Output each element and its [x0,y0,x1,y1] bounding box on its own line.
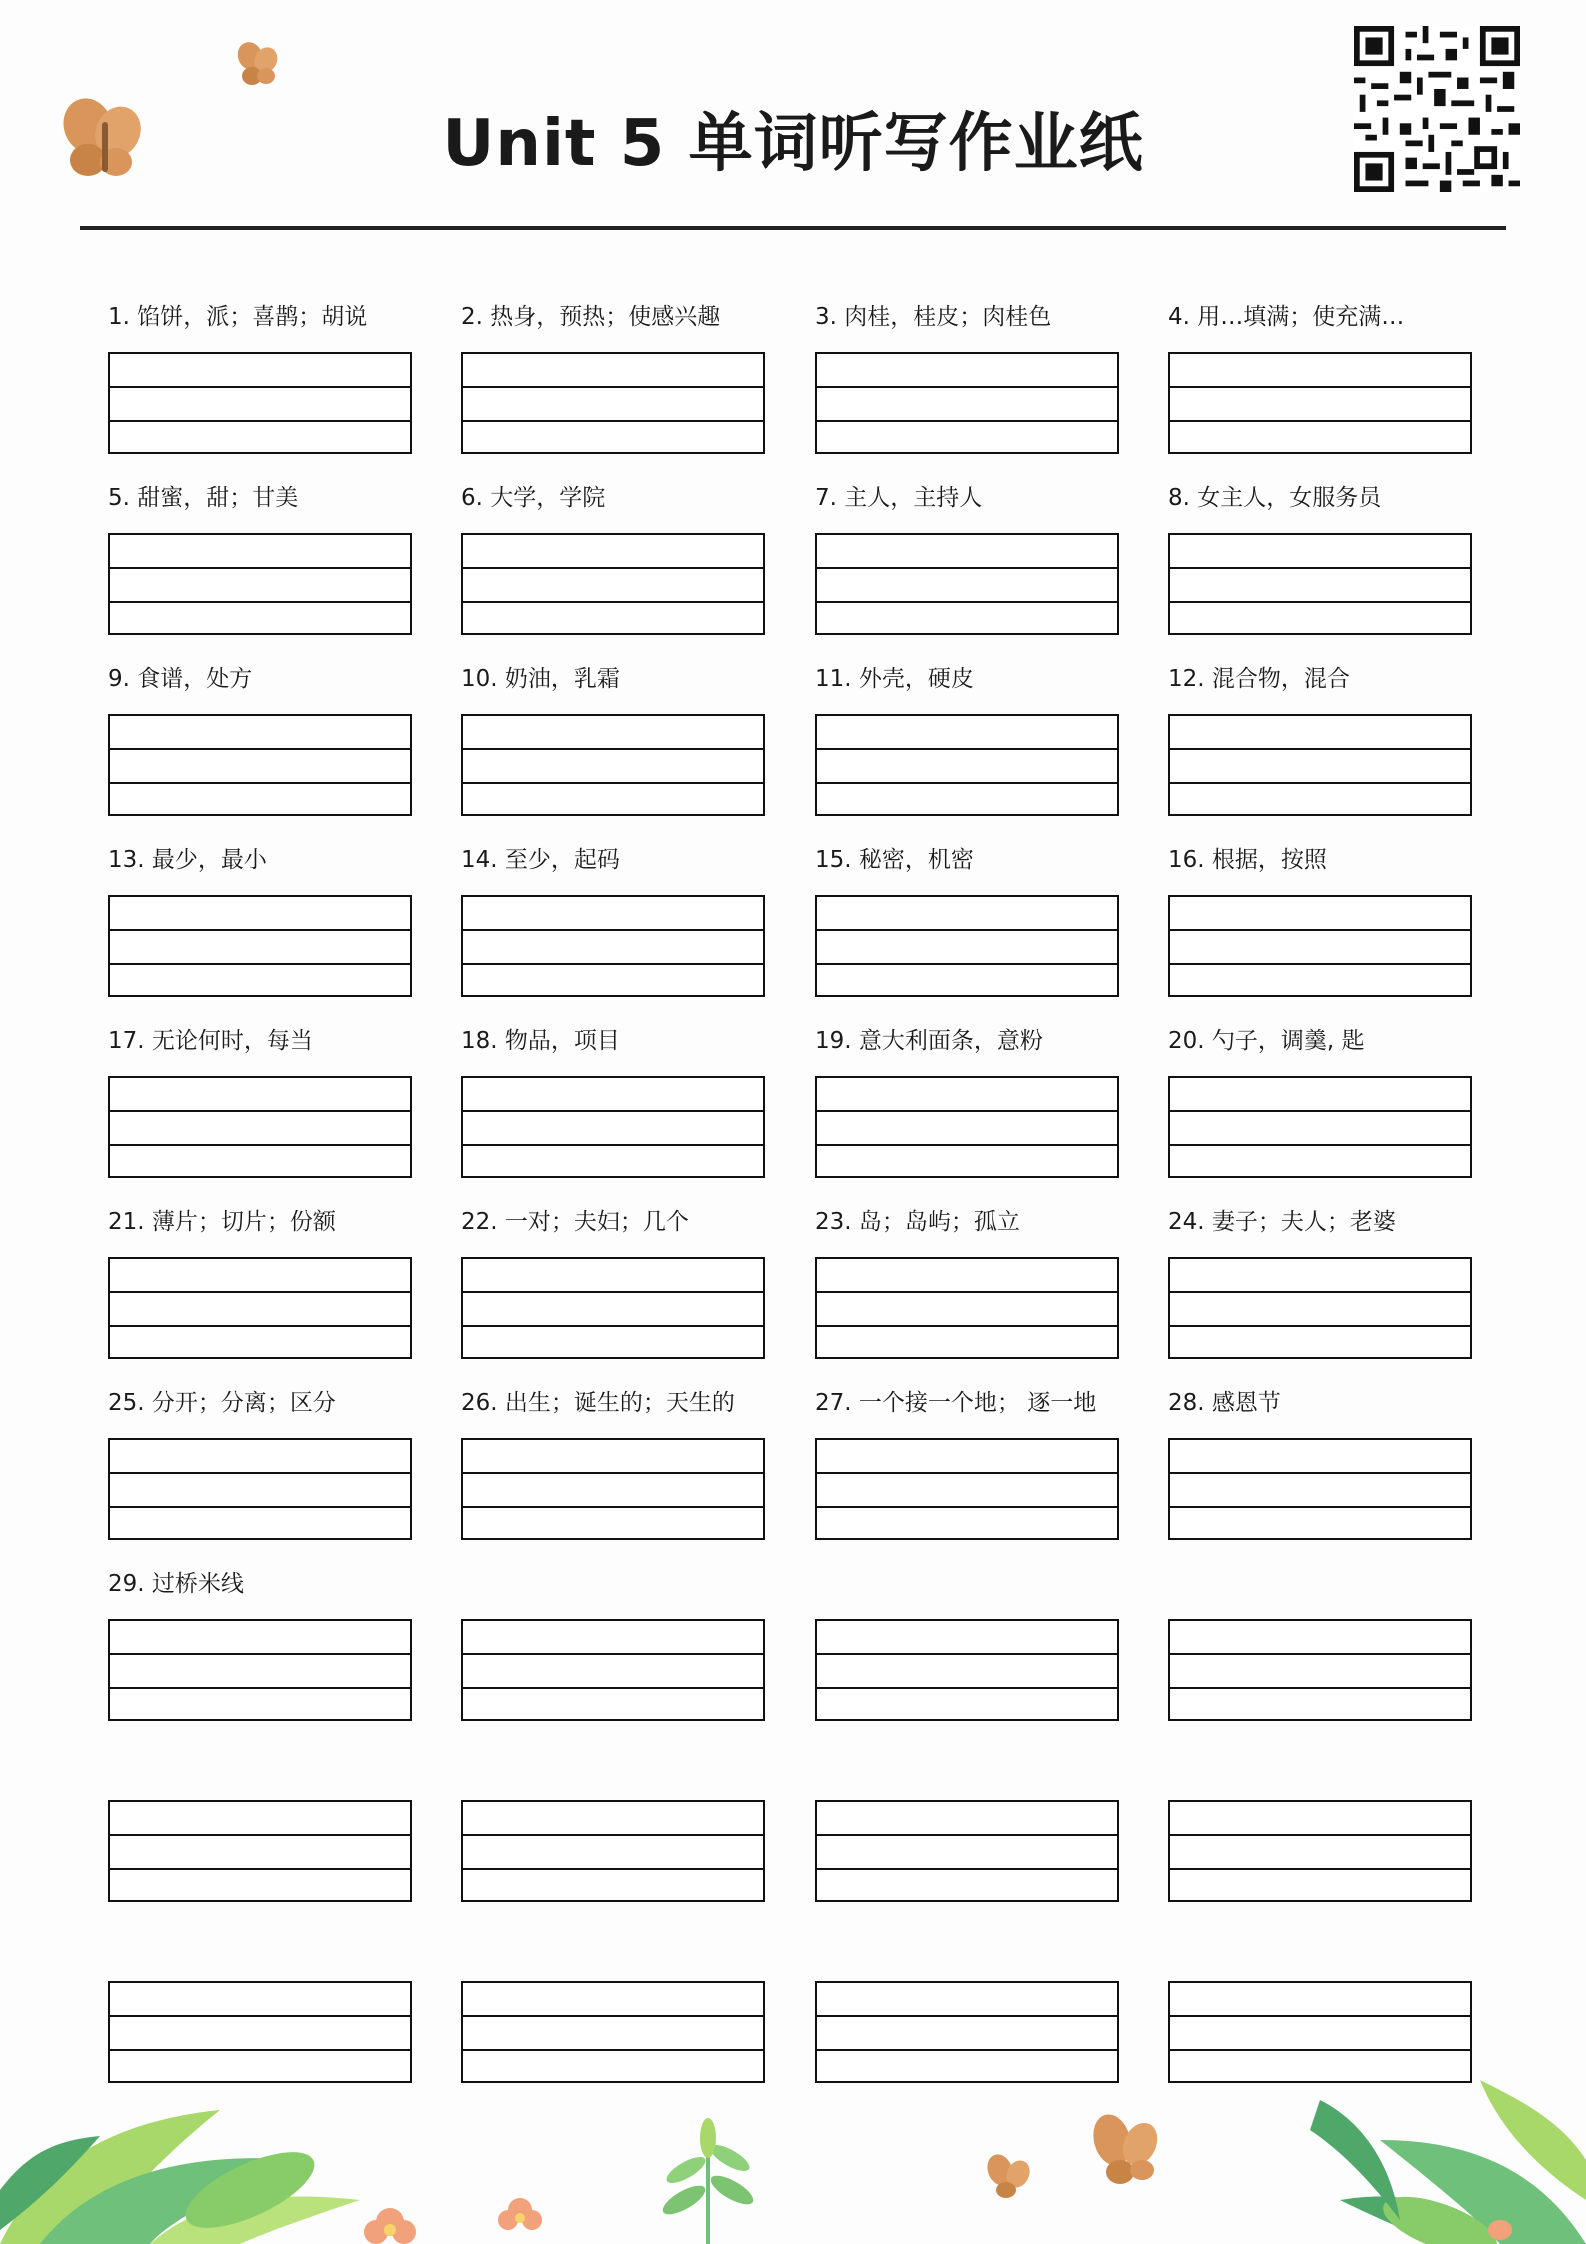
writing-line [1170,929,1470,931]
answer-box[interactable] [108,714,412,816]
writing-line [817,1834,1117,1836]
answer-box[interactable] [815,1800,1119,1902]
writing-line [110,963,410,965]
dictation-item [1168,481,1472,641]
writing-line [1170,782,1470,784]
writing-line [1170,748,1470,750]
writing-line [1170,1325,1470,1327]
dictation-item [108,662,412,822]
writing-line [463,1325,763,1327]
dictation-item [815,662,1119,822]
writing-line [463,963,763,965]
dictation-item [815,1205,1119,1365]
item-label: 23. 岛；岛屿；孤立 [815,1209,1020,1235]
dictation-item [461,1567,765,1727]
leaf-icon [1310,2080,1586,2244]
dictation-item [108,843,412,1003]
item-label: 13. 最少，最小 [108,847,267,873]
answer-box[interactable] [461,895,765,997]
writing-line [817,1325,1117,1327]
writing-line [463,2015,763,2017]
writing-line [1170,386,1470,388]
dictation-item [815,300,1119,460]
writing-line [110,929,410,931]
dictation-item [815,1386,1119,1546]
writing-line [463,420,763,422]
writing-line [1170,420,1470,422]
answer-box[interactable] [461,1076,765,1178]
dictation-item [461,843,765,1003]
item-label: 26. 出生；诞生的；天生的 [461,1390,735,1416]
item-label: 19. 意大利面条，意粉 [815,1028,1043,1054]
answer-box[interactable] [1168,714,1472,816]
answer-box[interactable] [1168,1619,1472,1721]
dictation-item [461,1748,765,1908]
dictation-item [108,1567,412,1727]
page-title: Unit 5 单词听写作业纸 [442,107,1144,181]
butterfly-icon [234,38,284,90]
writing-line [1170,1834,1470,1836]
answer-box[interactable] [108,352,412,454]
dictation-item [1168,300,1472,460]
dictation-item [1168,1024,1472,1184]
writing-line [463,1110,763,1112]
writing-line [110,1653,410,1655]
dictation-item [1168,1205,1472,1365]
writing-line [110,1834,410,1836]
leaf-icon [659,2118,758,2244]
writing-line [817,420,1117,422]
answer-box[interactable] [815,352,1119,454]
writing-line [463,929,763,931]
item-label: 2. 热身，预热；使感兴趣 [461,304,721,330]
dictation-item [815,1748,1119,1908]
item-label: 5. 甜蜜，甜；甘美 [108,485,299,511]
writing-line [1170,1472,1470,1474]
dictation-item [461,1205,765,1365]
writing-line [110,420,410,422]
item-label: 24. 妻子；夫人；老婆 [1168,1209,1396,1235]
writing-line [463,1687,763,1689]
item-label: 11. 外壳，硬皮 [815,666,974,692]
writing-line [817,567,1117,569]
answer-box[interactable] [108,1800,412,1902]
writing-line [110,1144,410,1146]
answer-box[interactable] [1168,533,1472,635]
writing-line [110,601,410,603]
writing-line [110,1687,410,1689]
answer-box[interactable] [815,533,1119,635]
writing-line [817,1687,1117,1689]
dictation-item [108,481,412,641]
answer-box[interactable] [815,1257,1119,1359]
item-label: 12. 混合物，混合 [1168,666,1350,692]
writing-line [1170,567,1470,569]
writing-line [110,567,410,569]
qr-code-icon [1354,26,1520,192]
answer-box[interactable] [1168,895,1472,997]
answer-box[interactable] [1168,1076,1472,1178]
writing-line [110,782,410,784]
writing-line [1170,1110,1470,1112]
answer-box[interactable] [1168,1257,1472,1359]
writing-line [463,782,763,784]
writing-line [817,1472,1117,1474]
writing-line [463,1472,763,1474]
answer-box[interactable] [461,533,765,635]
writing-line [817,1291,1117,1293]
item-label: 10. 奶油，乳霜 [461,666,620,692]
writing-line [817,782,1117,784]
dictation-item [815,481,1119,641]
writing-line [1170,963,1470,965]
writing-line [110,1110,410,1112]
item-label: 27. 一个接一个地； 逐一地 [815,1390,1097,1416]
dictation-item [815,843,1119,1003]
writing-line [110,2015,410,2017]
answer-box[interactable] [815,1438,1119,1540]
answer-box[interactable] [815,895,1119,997]
writing-line [110,1506,410,1508]
dictation-item [108,1205,412,1365]
writing-line [110,748,410,750]
dictation-item [1168,662,1472,822]
item-label: 20. 勺子，调羹, 匙 [1168,1028,1365,1054]
dictation-item [108,1386,412,1546]
writing-line [110,1325,410,1327]
writing-line [110,1291,410,1293]
writing-line [1170,1291,1470,1293]
writing-line [463,1506,763,1508]
answer-box[interactable] [461,1619,765,1721]
footer-decoration [0,2040,1586,2244]
item-label: 4. 用…填满；使充满… [1168,304,1405,330]
dictation-item [108,300,412,460]
dictation-item [108,1748,412,1908]
writing-line [110,1472,410,1474]
item-label: 14. 至少，起码 [461,847,620,873]
answer-box[interactable] [461,714,765,816]
writing-line [817,2015,1117,2017]
dictation-item [1168,1386,1472,1546]
answer-box[interactable] [108,1257,412,1359]
dictation-item [461,1386,765,1546]
item-label: 25. 分开；分离；区分 [108,1390,336,1416]
item-label: 7. 主人，主持人 [815,485,983,511]
dictation-item [1168,1567,1472,1727]
header-divider [80,226,1506,230]
item-label: 16. 根据，按照 [1168,847,1327,873]
item-label: 28. 感恩节 [1168,1390,1281,1416]
answer-box[interactable] [108,533,412,635]
writing-line [1170,1868,1470,1870]
item-label: 17. 无论何时，每当 [108,1028,313,1054]
dictation-item [461,1024,765,1184]
answer-box[interactable] [1168,1800,1472,1902]
dictation-item [1168,1748,1472,1908]
writing-line [1170,2015,1470,2017]
item-label: 9. 食谱，处方 [108,666,253,692]
answer-box[interactable] [108,1076,412,1178]
answer-box[interactable] [815,1076,1119,1178]
writing-line [1170,1687,1470,1689]
answer-box[interactable] [461,1800,765,1902]
writing-line [817,601,1117,603]
leaf-icon [0,2110,360,2244]
answer-box[interactable] [461,1257,765,1359]
writing-line [110,386,410,388]
answer-box[interactable] [1168,352,1472,454]
writing-line [463,1834,763,1836]
item-label: 15. 秘密，机密 [815,847,974,873]
dictation-item [815,1567,1119,1727]
writing-line [817,1110,1117,1112]
dictation-item [108,1024,412,1184]
item-label: 6. 大学，学院 [461,485,606,511]
writing-line [1170,1506,1470,1508]
item-label: 1. 馅饼，派；喜鹊；胡说 [108,304,368,330]
writing-line [463,1868,763,1870]
item-label: 18. 物品，项目 [461,1028,620,1054]
writing-line [1170,1653,1470,1655]
answer-box[interactable] [815,714,1119,816]
dictation-item [461,481,765,641]
dictation-item [461,300,765,460]
writing-line [817,1868,1117,1870]
writing-line [463,601,763,603]
writing-line [463,1144,763,1146]
writing-line [817,1144,1117,1146]
writing-line [463,386,763,388]
writing-line [1170,1144,1470,1146]
dictation-item [461,662,765,822]
writing-line [817,963,1117,965]
writing-line [817,386,1117,388]
flower-icon [364,2198,542,2244]
writing-line [110,1868,410,1870]
item-label: 29. 过桥米线 [108,1571,244,1597]
answer-box[interactable] [1168,1438,1472,1540]
item-label: 22. 一对；夫妇；几个 [461,1209,689,1235]
answer-box[interactable] [461,1438,765,1540]
writing-line [817,929,1117,931]
writing-line [817,1506,1117,1508]
writing-line [1170,601,1470,603]
dictation-item [1168,843,1472,1003]
writing-line [463,1653,763,1655]
writing-line [463,748,763,750]
answer-box[interactable] [815,1619,1119,1721]
item-label: 21. 薄片；切片；份额 [108,1209,336,1235]
writing-line [817,748,1117,750]
writing-line [463,1291,763,1293]
writing-line [463,567,763,569]
butterfly-icon [983,2110,1164,2198]
answer-box[interactable] [461,352,765,454]
writing-line [817,1653,1117,1655]
answer-box[interactable] [108,1438,412,1540]
dictation-item [815,1024,1119,1184]
item-label: 3. 肉桂，桂皮；肉桂色 [815,304,1052,330]
item-label: 8. 女主人，女服务员 [1168,485,1382,511]
answer-box[interactable] [108,895,412,997]
answer-box[interactable] [108,1619,412,1721]
